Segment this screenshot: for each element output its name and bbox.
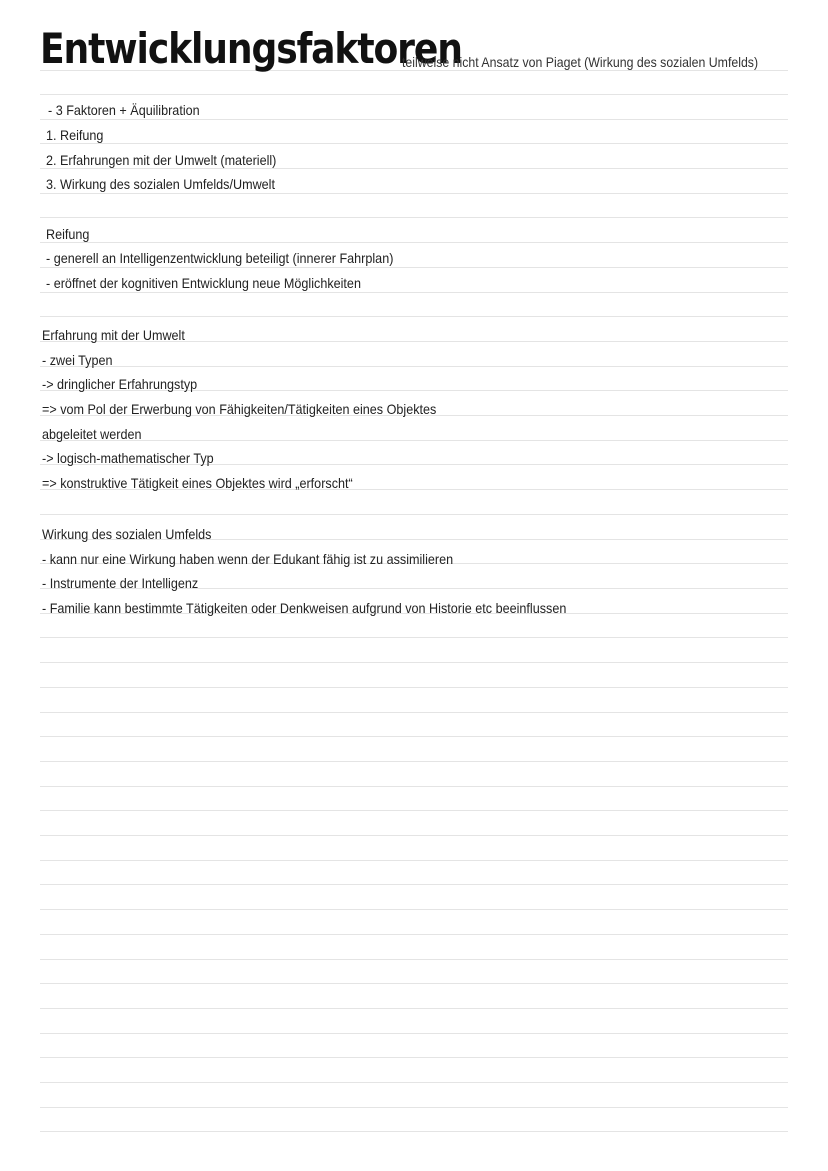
list-item: -> logisch-mathematischer Typ [42, 450, 214, 466]
ruled-line [40, 761, 788, 762]
ruled-line [40, 712, 788, 713]
ruled-line [40, 835, 788, 836]
list-item: => vom Pol der Erwerbung von Fähigkeiten/Tätigkeiten eines Objektes [42, 401, 437, 417]
list-item: -> dringlicher Erfahrungstyp [42, 376, 198, 392]
ruled-line [40, 1082, 788, 1083]
intro-line: - 3 Faktoren + Äquilibration [48, 102, 200, 118]
list-item: - zwei Typen [42, 352, 113, 368]
ruled-line [40, 316, 788, 317]
ruled-line [40, 242, 788, 243]
intro-line: 2. Erfahrungen mit der Umwelt (materiell) [46, 152, 277, 168]
section-heading-reifung: Reifung [46, 226, 90, 242]
list-item: abgeleitet werden [42, 426, 142, 442]
ruled-line [40, 1008, 788, 1009]
ruled-line [40, 687, 788, 688]
ruled-line [40, 884, 788, 885]
ruled-line [40, 983, 788, 984]
ruled-line [40, 193, 788, 194]
list-item: - eröffnet der kognitiven Entwicklung neue Möglichkeiten [46, 275, 361, 291]
ruled-line [40, 440, 788, 441]
ruled-line [40, 934, 788, 935]
intro-line: 3. Wirkung des sozialen Umfelds/Umwelt [46, 176, 275, 192]
section-heading-erfahrung: Erfahrung mit der Umwelt [42, 327, 185, 343]
ruled-line [40, 217, 788, 218]
ruled-line [40, 786, 788, 787]
ruled-line [40, 119, 788, 120]
ruled-line [40, 810, 788, 811]
page-header [40, 20, 800, 73]
ruled-line [40, 1131, 788, 1132]
ruled-line [40, 959, 788, 960]
ruled-line [40, 267, 788, 268]
page-subtitle: teilweise nicht Ansatz von Piaget (Wirkung des sozialen Umfelds) [402, 54, 759, 70]
intro-line: 1. Reifung [46, 127, 104, 143]
ruled-line [40, 637, 788, 638]
ruled-line [40, 736, 788, 737]
ruled-line [40, 662, 788, 663]
ruled-line [40, 1033, 788, 1034]
ruled-line [40, 909, 788, 910]
page-title: Entwicklungsfaktoren [40, 24, 462, 73]
list-item: - generell an Intelligenzentwicklung beteiligt (innerer Fahrplan) [46, 250, 394, 266]
ruled-line [40, 292, 788, 293]
ruled-line [40, 366, 788, 367]
ruled-line [40, 143, 788, 144]
list-item: => konstruktive Tätigkeit eines Objektes wird „erforscht“ [42, 475, 353, 491]
ruled-line [40, 1057, 788, 1058]
ruled-line [40, 94, 788, 95]
list-item: - Instrumente der Intelligenz [42, 575, 199, 591]
section-heading-sozial: Wirkung des sozialen Umfelds [42, 526, 212, 542]
list-item: - Familie kann bestimmte Tätigkeiten oder Denkweisen aufgrund von Historie etc beeinflussen [42, 600, 567, 616]
ruled-line [40, 860, 788, 861]
ruled-line [40, 514, 788, 515]
ruled-line [40, 1107, 788, 1108]
list-item: - kann nur eine Wirkung haben wenn der Edukant fähig ist zu assimilieren [42, 551, 454, 567]
